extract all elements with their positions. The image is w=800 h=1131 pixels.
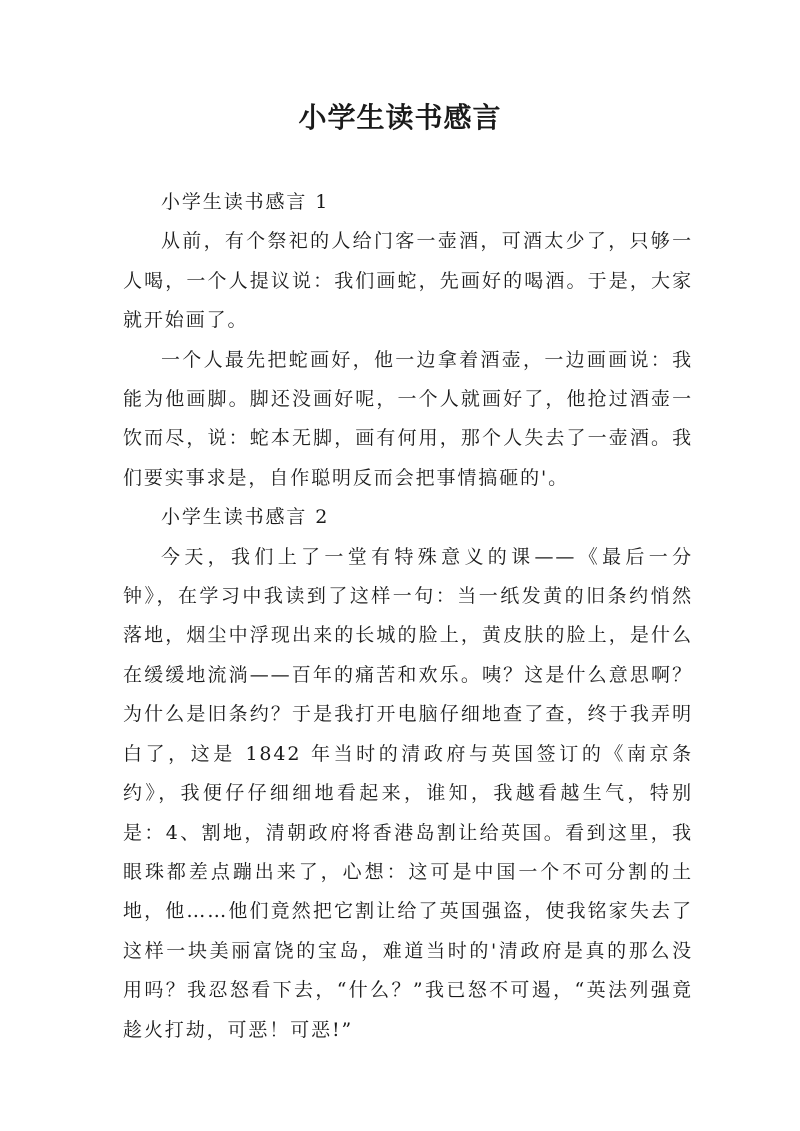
document-body [123,183,693,1050]
paragraph-1: 从前，有个祭祀的人给门客一壶酒，可酒太少了，只够一人喝，一个人提议说：我们画蛇，先画好的喝酒。于是，大家就开始画了。 [123,230,693,332]
document-title: 小学生读书感言 [298,101,502,134]
paragraph-3: 今天，我们上了一堂有特殊意义的课——《最后一分钟》，在学习中我读到了这样一句：当一纸发黄的旧条约悄然落地，烟尘中浮现出来的长城的脸上，黄皮肤的脸上，是什么在缓缓地流淌——百年的痛苦和欢乐。咦？这是什么意思啊？为什么是旧条约？于是我打开电脑仔细地查了查，终于我弄明白了，这是 1842 年当时的清政府与英国签订的《南京条约》，我便仔仔细细地看起来，谁知，我越看越生气，特别是：4、割地，清朝政府将香港岛割让给英国。看到这里，我眼珠都差点蹦出来了，心想：这可是中国一个不可分割的土地，他……他们竟然把它割让给了英国强盗，使我铭家失去了这样一块美丽富饶的宝岛，难道当时的'清政府是真的那么没用吗？我忍怒看下去，“什么？”我已怒不可遏，“英法列强竟趁火打劫，可恶！可恶!” [123,545,693,1041]
section-heading-2: 小学生读书感言 2 [161,506,330,529]
paragraph-2: 一个人最先把蛇画好，他一边拿着酒壶，一边画画说：我能为他画脚。脚还没画好呢，一个人就画好了，他抢过酒壶一饮而尽，说：蛇本无脚，画有何用，那个人失去了一壶酒。我们要实事求是，自作聪明反而会把事情搞砸的'。 [123,348,693,489]
section-heading-1: 小学生读书感言 1 [161,191,330,213]
